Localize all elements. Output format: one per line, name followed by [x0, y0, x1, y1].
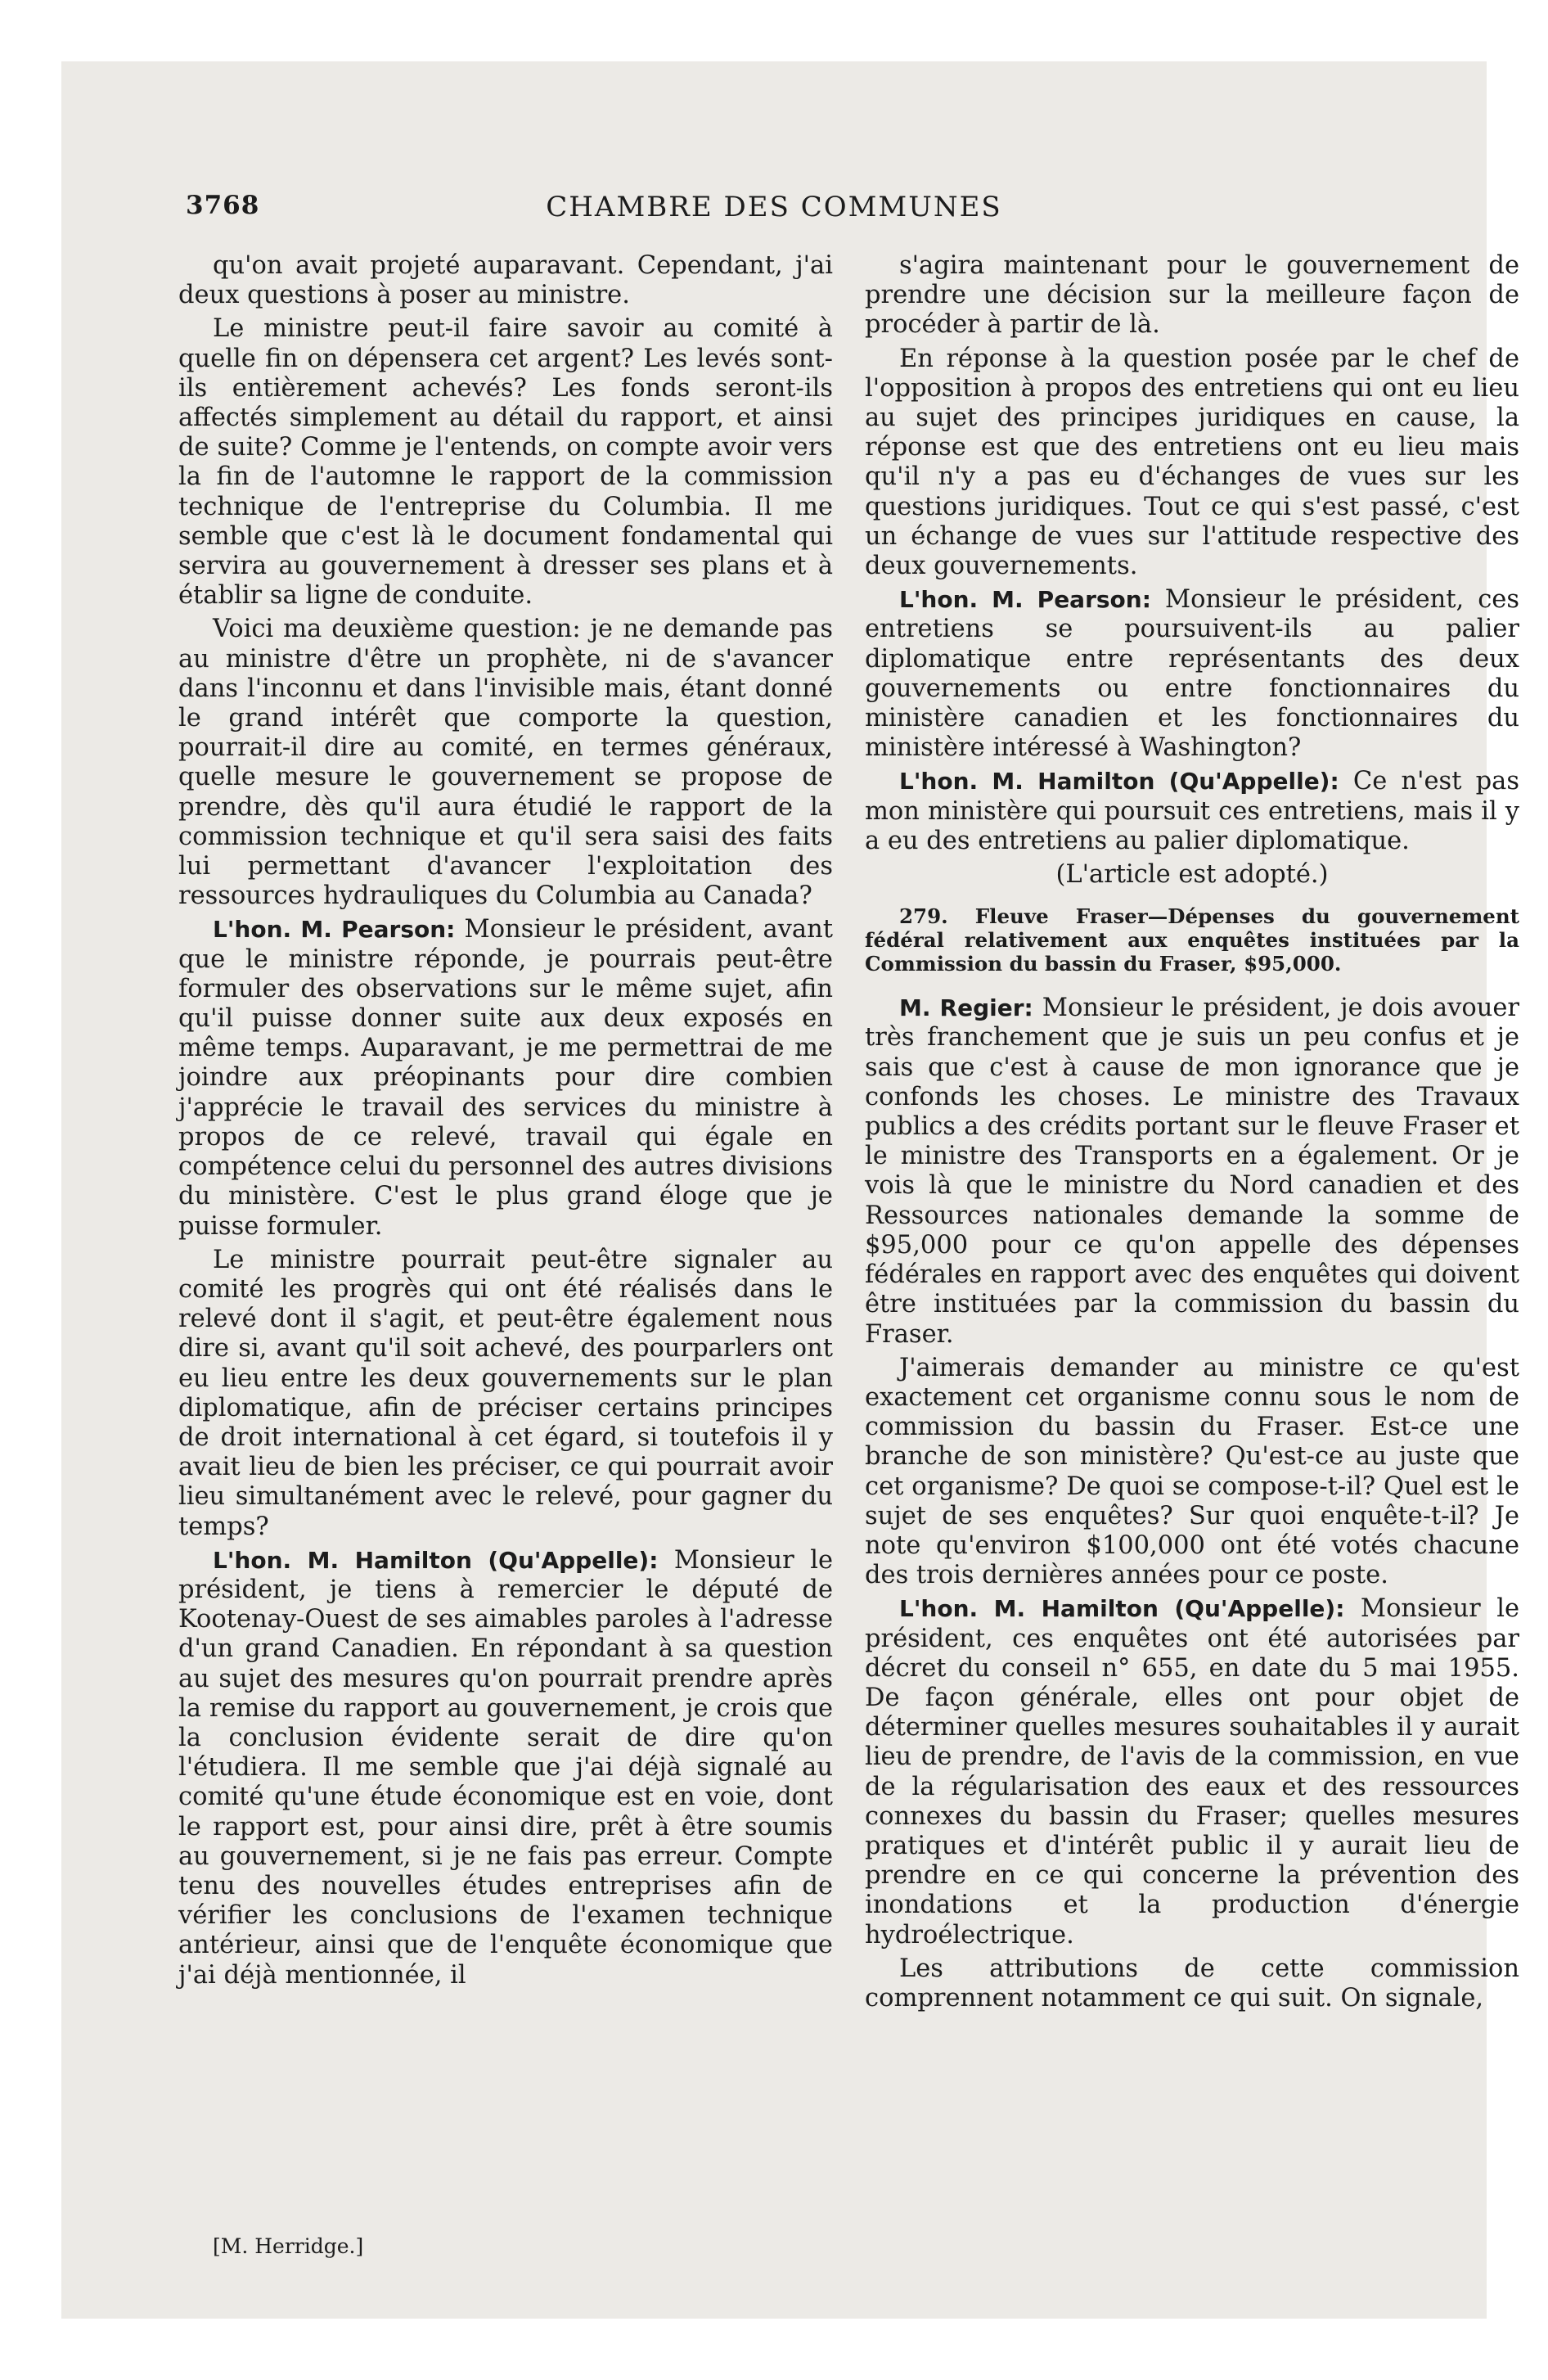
speaker-name: L'hon. M. Hamilton (Qu'Appelle): — [899, 1595, 1345, 1623]
paragraph-text: Monsieur le président, ces entretiens se poursuivent-ils au palier diplomatique entre représentants des deux gouvernements ou entre fonctionnaires du ministère canadien et les fonctionnaires du ministère intéressé à Washington? — [865, 585, 1519, 763]
paragraph-text: Ce n'est pas mon ministère qui poursuit ces entretiens, mais il y a eu des entretiens au palier diplomatique. — [865, 767, 1520, 855]
left-column — [178, 251, 833, 1995]
paragraph — [178, 1246, 833, 1542]
page-sheet — [61, 61, 1520, 2319]
paragraph-text: Les attributions de cette commission comprennent notamment ce qui suit. On signale, — [865, 1954, 1519, 2013]
speaker-name: L'hon. M. Hamilton (Qu'Appelle): — [213, 1546, 659, 1574]
paragraph — [865, 1354, 1519, 1591]
page-number: 3768 — [186, 191, 260, 220]
paragraph-text: Voici ma deuxième question: je ne demande pas au ministre d'être un prophète, ni de s'avancer dans l'inconnu et dans l'invisible mais, étant donné le grand intérêt que comporte la question, pourrait-il dire au comité, en termes généraux, quelle mesure le gouvernement se propose de prendre, dès qu'il aura étudié le rapport de la commission technique et qu'il sera saisi des faits lui permettant d'avancer l'exploitation des ressources hydrauliques du Columbia au Canada? — [178, 615, 833, 911]
paragraph — [865, 585, 1519, 763]
paragraph-text: Monsieur le président, je dois avouer très franchement que je suis un peu confus et je sais que c'est à cause de mon ignorance que je confonds les choses. Le ministre des Travaux publics a des crédits portant sur le fleuve Fraser et le ministre des Transports en a également. Or je vois là que le ministre du Nord canadien et des Ressources nationales demande la somme de $95,000 pour ce qu'on appelle des dépenses fédérales en rapport avec des enquêtes qui doivent être instituées par la commission du bassin du Fraser. — [865, 994, 1519, 1349]
paragraph — [865, 767, 1519, 856]
paragraph-text: Le ministre pourrait peut-être signaler au comité les progrès qui ont été réalisés dans le relevé dont il s'agit, et peut-être également nous dire si, avant qu'il soit achevé, des pourparlers ont eu lieu entre les deux gouvernements sur le plan diplomatique, afin de préciser certains principes de droit international à cet égard, si toutefois il y avait lieu de bien les préciser, ce qui pourrait avoir lieu simultanément avec le relevé, pour gagner du temps? — [178, 1245, 833, 1541]
paragraph — [178, 1546, 833, 1990]
paragraph — [865, 251, 1519, 340]
paragraph-text: J'aimerais demander au ministre ce qu'est exactement cet organisme connu sous le nom de commission du bassin du Fraser. Est-ce une branche de son ministère? Qu'est-ce au juste que cet organisme? De quoi se compose-t-il? Quel est le sujet de ses enquêtes? Sur quoi enquête-t-il? Je note qu'environ $100,000 ont été votés chacune des trois dernières années pour ce poste. — [865, 1353, 1519, 1590]
estimate-item: 279. Fleuve Fraser—Dépenses du gouvernement fédéral relativement aux enquêtes instituées par la Commission du bassin du Fraser, $95,000. — [865, 904, 1519, 976]
paragraph-text: qu'on avait projeté auparavant. Cependant, j'ai deux questions à poser au ministre. — [178, 251, 833, 310]
paragraph-text: Monsieur le président, je tiens à remercier le député de Kootenay-Ouest de ses aimables paroles à l'adresse d'un grand Canadien. En répondant à sa question au sujet des mesures qu'on pourrait prendre après la remise du rapport au gouvernement, je crois que la conclusion évidente serait de dire qu'on l'étudiera. Il me semble que j'ai déjà signalé au comité qu'une étude économique est en voie, dont le rapport est, pour ainsi dire, prêt à être soumis au gouvernement, si je ne fais pas erreur. Compte tenu des nouvelles études entreprises afin de vérifier les conclusions de l'examen technique antérieur, ainsi que de l'enquête économique que j'ai déjà mentionnée, il — [178, 1545, 833, 1990]
paragraph — [865, 1954, 1519, 2013]
running-head: CHAMBRE DES COMMUNES — [546, 191, 1002, 223]
paragraph-text: En réponse à la question posée par le chef de l'opposition à propos des entretiens qui ont eu lieu au sujet des principes juridiques en cause, la réponse est que des entretiens ont eu lieu mais qu'il n'y a pas eu d'échanges de vues sur les questions juridiques. Tout ce qui s'est passé, c'est un échange de vues sur l'attitude respective des deux gouvernements. — [865, 344, 1519, 581]
paragraph — [865, 345, 1519, 582]
paragraph-text: Le ministre peut-il faire savoir au comité à quelle fin on dépensera cet argent? Les levés sont-ils entièrement achevés? Les fonds seront-ils affectés simplement au détail du rapport, et ainsi de suite? Comme je l'entends, on compte avoir vers la fin de l'automne le rapport de la commission technique de l'entreprise du Columbia. Il me semble que c'est là le document fondamental qui servira au gouvernement à dresser ses plans et à établir sa ligne de conduite. — [178, 314, 833, 611]
paragraph-text: Monsieur le président, avant que le ministre réponde, je pourrais peut-être formuler des observations sur le même sujet, afin qu'il puisse donner suite aux deux exposés en même temps. Auparavant, je me permettrai de me joindre aux préopinants pour dire combien j'apprécie le travail des services du ministre à propos de ce relevé, travail qui égale en compétence celui du personnel des autres divisions du ministère. C'est le plus grand éloge que je puisse formuler. — [178, 915, 833, 1241]
speaker-name: M. Regier: — [899, 994, 1033, 1022]
speaker-name: L'hon. M. Pearson: — [899, 586, 1151, 614]
speaker-name: L'hon. M. Pearson: — [213, 916, 456, 944]
paragraph — [178, 314, 833, 611]
paragraph — [865, 994, 1519, 1349]
adopted-note: (L'article est adopté.) — [1055, 860, 1329, 890]
paragraph — [178, 251, 833, 310]
paragraph — [178, 615, 833, 911]
paragraph-text: Monsieur le président, ces enquêtes ont été autorisées par décret du conseil n° 655, en date du 5 mai 1955. De façon générale, elles ont pour objet de déterminer quelles mesures souhaitables il y aurait lieu de prendre, de l'avis de la commission, en vue de la régularisation des eaux et des ressources connexes du bassin du Fraser; quelles mesures pratiques et d'intérêt public il y aurait lieu de prendre en ce qui concerne la prévention des inondations et la production d'énergie hydroélectrique. — [865, 1594, 1519, 1950]
right-column — [865, 251, 1519, 2017]
speaker-name: L'hon. M. Hamilton (Qu'Appelle): — [899, 768, 1339, 796]
paragraph — [178, 915, 833, 1241]
paragraph-text: s'agira maintenant pour le gouvernement de prendre une décision sur la meilleure façon de procéder à partir de là. — [865, 251, 1519, 340]
footer-reference: [M. Herridge.] — [213, 2234, 364, 2258]
paragraph — [865, 1594, 1519, 1950]
